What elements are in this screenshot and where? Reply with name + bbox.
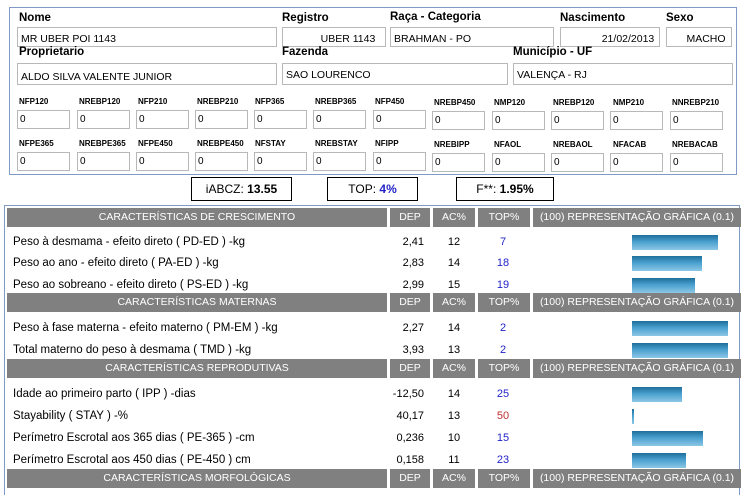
count-label: NFP120 [19,97,49,106]
top-value: 2 [499,322,507,334]
nascimento-label: Nascimento [560,12,626,24]
ac-value: 12 [447,236,461,248]
ac-value: 10 [447,432,461,444]
ac-value: 14 [447,322,461,334]
graph-bar [632,278,695,293]
iabcz-value: 13.55 [247,182,278,196]
top-value: 18 [496,257,510,269]
count-field[interactable]: 0 [313,110,366,129]
dep-value: 2,83 [402,257,424,269]
registro-label: Registro [282,12,329,24]
raca-label: Raça - Categoria [390,11,481,23]
count-field[interactable]: 0 [77,152,130,171]
dep-value: 2,99 [402,279,424,291]
graph-bar [632,343,728,358]
col-top-header: TOP% [478,359,530,378]
proprietario-label: Proprietario [19,46,85,58]
col-dep-header: DEP [390,469,430,488]
ac-value: 15 [447,279,461,291]
animal-info-panel [9,7,737,175]
col-graph-header: (100) REPRESENTAÇÃO GRÁFICA (0.1) [533,293,741,312]
nome-label: Nome [19,12,51,24]
count-field[interactable]: 0 [610,111,663,130]
section-header: CARACTERÍSTICAS REPRODUTIVAS [7,359,387,378]
graph-bar [632,431,703,446]
ac-value: 14 [447,257,461,269]
count-label: NREBACAB [672,140,718,149]
count-field[interactable]: 0 [195,110,248,129]
count-field[interactable]: 0 [373,110,426,129]
top-box [327,177,418,201]
sexo-label: Sexo [666,12,694,24]
dep-value: 2,27 [402,322,424,334]
trait-label: Peso à desmama - efeito direto ( PD-ED ) -kg [13,236,245,248]
trait-label: Perímetro Escrotal aos 450 dias ( PE-450 ) cm [13,454,251,466]
section-header: CARACTERÍSTICAS MORFOLÓGICAS [7,469,387,488]
top-value: 7 [499,236,507,248]
f-label: F**: [476,182,497,196]
count-label: NREBP210 [197,97,239,106]
col-ac-header: AC% [433,293,475,312]
count-field[interactable]: 0 [670,111,723,130]
count-label: NREBPE450 [197,139,244,148]
graph-bar [632,321,728,336]
col-ac-header: AC% [433,359,475,378]
col-dep-header: DEP [390,359,430,378]
count-field[interactable]: 0 [77,110,130,129]
col-graph-header: (100) REPRESENTAÇÃO GRÁFICA (0.1) [533,208,741,227]
col-dep-header: DEP [390,208,430,227]
count-label: NFACAB [613,140,647,149]
count-field[interactable]: 0 [313,152,366,171]
graph-bar [632,235,718,250]
nascimento-field[interactable]: 21/02/2013 [560,27,660,47]
count-label: NMP210 [613,98,645,107]
raca-field[interactable]: BRAHMAN - PO [390,27,554,47]
count-label: NFIPP [375,139,399,148]
section-header: CARACTERÍSTICAS MATERNAS [7,293,387,312]
fazenda-label: Fazenda [282,46,329,58]
col-dep-header: DEP [390,293,430,312]
ac-value: 14 [447,388,461,400]
count-field[interactable]: 0 [136,110,189,129]
graph-bar [632,387,682,402]
ac-value: 13 [447,410,461,422]
dep-value: 0,236 [396,432,424,444]
count-label: NREBP120 [553,98,595,107]
ac-value: 11 [448,454,460,466]
count-field[interactable]: 0 [432,111,485,130]
count-label: NFP365 [255,97,285,106]
trait-label: Perímetro Escrotal aos 365 dias ( PE-365 ) -cm [13,432,255,444]
dep-value: -12,50 [392,388,424,400]
trait-label: Peso ao ano - efeito direto ( PA-ED ) -kg [13,257,219,269]
count-field[interactable]: 0 [670,153,723,172]
count-label: NFSTAY [255,139,286,148]
results-table [4,205,740,495]
count-label: NREBP365 [315,97,357,106]
trait-label: Total materno do peso à desmama ( TMD ) -kg [13,344,252,356]
dep-value: 3,93 [402,344,424,356]
col-ac-header: AC% [433,469,475,488]
count-label: NFAOL [494,140,522,149]
col-top-header: TOP% [478,293,530,312]
municipio-field[interactable]: VALENÇA - RJ [513,63,733,85]
count-field[interactable]: 0 [136,152,189,171]
f-value: 1.95% [499,182,534,196]
fazenda-field[interactable]: SAO LOURENCO [282,63,508,85]
top-value: 2 [499,344,507,356]
graph-bar [632,409,634,424]
col-graph-header: (100) REPRESENTAÇÃO GRÁFICA (0.1) [533,359,741,378]
trait-label: Peso ao sobreano - efeito direto ( PS-ED ) -kg [13,279,249,291]
count-field[interactable]: 0 [610,153,663,172]
dep-value: 0,158 [396,454,424,466]
top-value: 19 [496,279,510,291]
count-field[interactable]: 0 [254,152,307,171]
graph-bar [632,256,702,271]
top-label: TOP: [348,182,377,196]
registro-field[interactable]: UBER 1143 [282,27,386,47]
proprietario-field[interactable]: ALDO SILVA VALENTE JUNIOR [17,63,277,85]
count-label: NFP210 [138,97,168,106]
count-field[interactable]: 0 [432,153,485,172]
count-label: NFPE365 [19,139,54,148]
section-header: CARACTERÍSTICAS DE CRESCIMENTO [7,208,387,227]
trait-label: Stayability ( STAY ) -% [13,410,129,422]
count-field[interactable]: 0 [254,110,307,129]
trait-label: Idade ao primeiro parto ( IPP ) -dias [13,388,196,400]
col-graph-header: (100) REPRESENTAÇÃO GRÁFICA (0.1) [533,469,741,488]
iabcz-label: iABCZ: [205,182,244,196]
count-field[interactable]: 0 [373,152,426,171]
top-value: 15 [496,432,510,444]
count-field[interactable]: 0 [492,153,545,172]
count-field[interactable]: 0 [17,152,70,171]
iabcz-box [191,177,292,201]
col-ac-header: AC% [433,208,475,227]
top-value: 25 [496,388,510,400]
count-label: NFPE450 [138,139,173,148]
trait-label: Peso à fase materna - efeito materno ( PM-EM ) -kg [13,322,278,334]
count-label: NNREBP210 [672,98,720,107]
sexo-field[interactable]: MACHO [666,27,732,47]
f-box [456,177,554,201]
count-label: NREBP120 [79,97,121,106]
top-value: 4% [379,182,397,196]
count-label: NREBAOL [553,140,593,149]
ac-value: 13 [447,344,461,356]
count-field[interactable]: 0 [551,111,604,130]
count-label: NREBPE365 [79,139,126,148]
top-value: 50 [496,410,510,422]
graph-bar [632,453,686,468]
top-value: 23 [496,454,510,466]
dep-value: 2,41 [402,236,424,248]
count-field[interactable]: 0 [195,152,248,171]
count-label: NMP120 [494,98,526,107]
count-label: NREBP450 [434,98,476,107]
col-top-header: TOP% [478,208,530,227]
count-label: NREBIPP [434,140,470,149]
col-top-header: TOP% [478,469,530,488]
count-label: NFP450 [375,97,405,106]
municipio-label: Município - UF [513,46,593,58]
count-field[interactable]: 0 [551,153,604,172]
count-field[interactable]: 0 [492,111,545,130]
count-label: NREBSTAY [315,139,358,148]
nome-field[interactable]: MR UBER POI 1143 [17,27,277,47]
count-field[interactable]: 0 [17,110,70,129]
dep-value: 40,17 [396,410,424,422]
